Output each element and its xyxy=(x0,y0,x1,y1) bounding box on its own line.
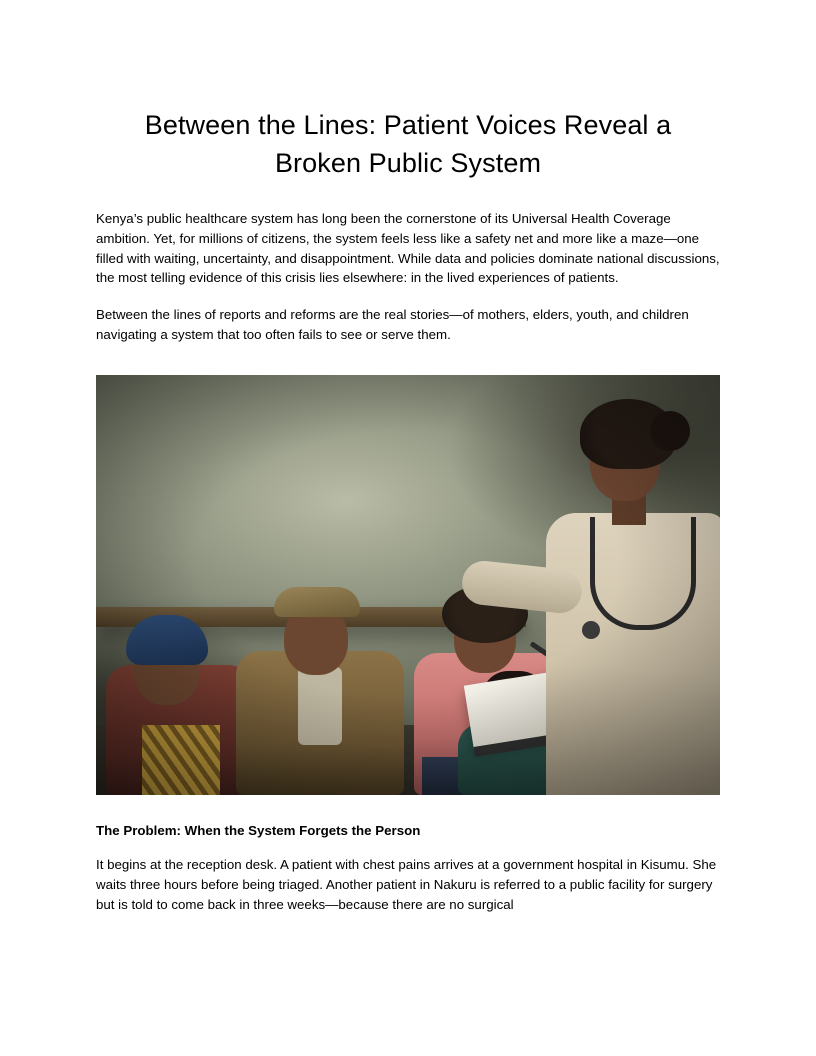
intro-paragraph-1: Kenya’s public healthcare system has long been the cornerstone of its Universal Health Coverage ambition. Yet, for millions of citizens, the system feels less like a safety net and more like a maze—one filled with waiting, uncertainty, and disappointment. While data and policies dominate national discussions, the most telling evidence of this crisis lies elsewhere: in the lived experiences of patients. xyxy=(96,210,720,286)
section-paragraph: It begins at the reception desk. A patient with chest pains arrives at a government hospital in Kisumu. She waits three hours before being triaged. Another patient in Nakuru is referred to a public facility for surgery but is told to come back in three weeks—because there are no surgical xyxy=(96,857,717,913)
clinic-scene-background xyxy=(96,375,720,795)
clinic-photo xyxy=(96,375,720,795)
intro-paragraph-2: Between the lines of reports and reforms are the real stories—of mothers, elders, youth, and children navigating a system that too often fails to see or serve them. xyxy=(96,307,689,343)
page-title: Between the Lines: Patient Voices Reveal a Broken Public System xyxy=(144,110,672,179)
photo-vignette xyxy=(96,375,720,795)
section-heading: The Problem: When the System Forgets the Person xyxy=(96,823,421,839)
